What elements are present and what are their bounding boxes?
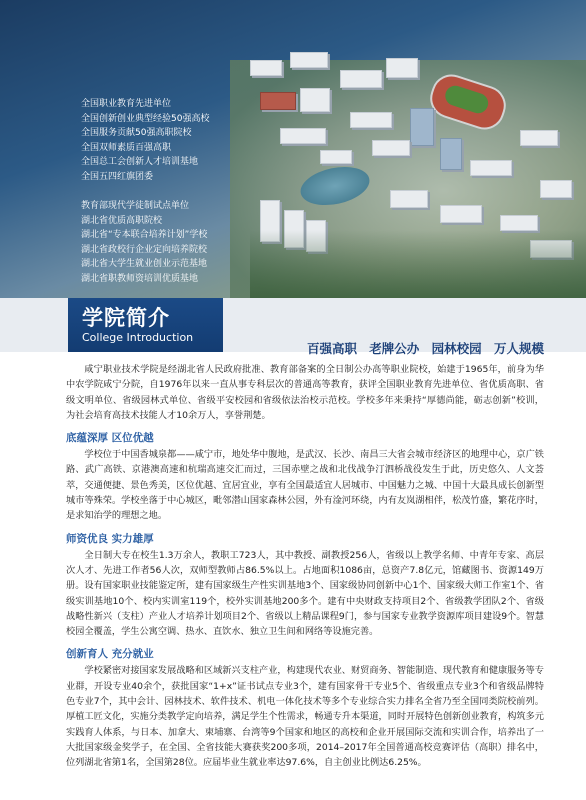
building	[540, 180, 572, 198]
section-title-employment: 创新育人 充分就业	[66, 648, 154, 661]
building	[290, 52, 328, 68]
building	[500, 215, 538, 231]
honor-item: 全国五四红旗团委	[81, 171, 154, 182]
building	[280, 128, 326, 144]
building	[340, 70, 382, 88]
honor-item: 教育部现代学徒制试点单位	[81, 201, 190, 211]
section-text-faculty: 全日制大专在校生1.3万余人，教职工723人，其中教授、副教授256人，省级以上教学名师、中青年专家、高层次人才、先进工作者56人次，双师型教师占86.5%以上。占地面积1086亩，总资产7.8亿元，馆藏图书、资源149万册。设有国家职业技能鉴定所，建有国家级生产性实训基地3个、国家级协同创新中心1个、国家级大师工作室1个、省级实训基地10个、校内实训室119个，校外实训基地200多个。建有中央财政支持项目2个、省级教学团队2个、省级战略性新兴（支柱）产业人才培养计划项目2个、省级以上精品课程9门，参与国家专业教学资源库项目建设9个。智慧校园全覆盖，学生公寓空调、热水、直饮水、独立卫生间和网络等设施完善。	[66, 549, 544, 638]
section-text-location: 学校位于中国香城泉都——咸宁市，地处华中腹地，是武汉、长沙、南昌三大省会城市经济区的地理中心，京广铁路、武广高铁、京港澳高速和杭瑞高速交汇而过，三国赤壁之战和北伐战争汀泗桥战役发生于此，历史悠久、人文荟萃，交通便捷、景色秀美，区位优越、宜居宜业，享有全国最适宜人居城市、中国魅力之城、中国十大最具成长创新型城市等殊荣。学校坐落于中心城区，毗邻潜山国家森林公园，外有淦河环绕，内有友岚湖相伴，松茂竹盛，繁花序时，是求知治学的理想之地。	[66, 449, 544, 522]
building	[440, 138, 462, 170]
honor-item: 湖北省政校行企业定向培养院校	[81, 244, 208, 255]
page-subtitle: College Introduction	[82, 331, 194, 344]
honors-list	[81, 97, 251, 286]
building	[260, 92, 296, 110]
building	[470, 160, 512, 176]
building	[320, 150, 352, 164]
building	[386, 58, 418, 78]
building	[410, 108, 434, 146]
building	[390, 190, 428, 208]
tree-line	[250, 230, 586, 298]
sports-field	[443, 83, 491, 116]
honor-item: 全国双师素质百强高职	[81, 142, 172, 153]
honor-item: 全国职业教育先进单位	[81, 99, 172, 109]
section-title-faculty: 师资优良 实力雄厚	[66, 532, 154, 545]
building	[520, 130, 558, 146]
building	[250, 60, 282, 76]
honor-item: 湖北省“专本联合培养计划”学校	[81, 230, 208, 240]
intro-paragraph: 咸宁职业技术学院是经湖北省人民政府批准、教育部备案的全日制公办高等职业院校，始建于1965年，前身为华中农学院咸宁分院，自1976年以来一直从事专科层次的普通高等教育，获评全国职业教育先进单位、省优质高职、省级文明单位、省级园林式单位、省级平安校园和省级依法治校示范校。学校多年来秉持“厚德尚能，砺志创新”校训，为社会培育高技术技能人才10余万人，享誉荆楚。	[66, 364, 544, 421]
slogan: 百强高职 老牌公办 园林校园 万人规模	[306, 341, 544, 356]
honor-item: 全国服务贡献50强高职院校	[81, 128, 192, 138]
honor-item: 湖北省大学生就业创业示范基地	[81, 259, 208, 269]
building	[350, 112, 392, 128]
section-text-employment: 学校紧密对接国家发展战略和区域新兴支柱产业，构建现代农业、财贸商务、智能制造、现代教育和健康服务等专业群，开设专业40余个，获批国家“1+x”证书试点专业3个，建有国家骨干专业5个、省级重点专业3个和省级品牌特色专业7个，其中会计、园林技术、软件技术、机电一体化技术等多个专业综合实力排名全省乃至全国同类院校前列。厚植工匠文化，实施分类教学定向培养，满足学生个性需求，畅通专升本渠道，同时开展特色创新创业教育，构筑多元实践育人体系，与日本、加拿大、柬埔寨、台湾等9个国家和地区的高校和企业开展国际交流和实训合作，培养出了一大批国家级金奖学子，在全国、全省技能大赛获奖200多项，2014–2017年全国普通高校竞赛评估（高职）排名中，位列湖北省第1名，全国第28位。应届毕业生就业率达97.6%，自主创业比例达6.25%。	[66, 665, 544, 769]
campus-aerial-image	[0, 0, 586, 298]
article-body	[66, 362, 544, 771]
section-title-location: 底蕴深厚 区位优越	[66, 432, 154, 445]
building	[440, 205, 482, 223]
honor-item: 湖北省职教师资培训优质基地	[81, 273, 199, 284]
honor-item: 全国总工会创新人才培训基地	[81, 157, 199, 167]
building	[300, 88, 330, 112]
honor-item: 湖北省优质高职院校	[81, 215, 163, 226]
honor-item: 全国创新创业典型经验50强高校	[81, 113, 210, 124]
building	[372, 140, 410, 156]
page-title: 学院简介	[82, 306, 170, 330]
